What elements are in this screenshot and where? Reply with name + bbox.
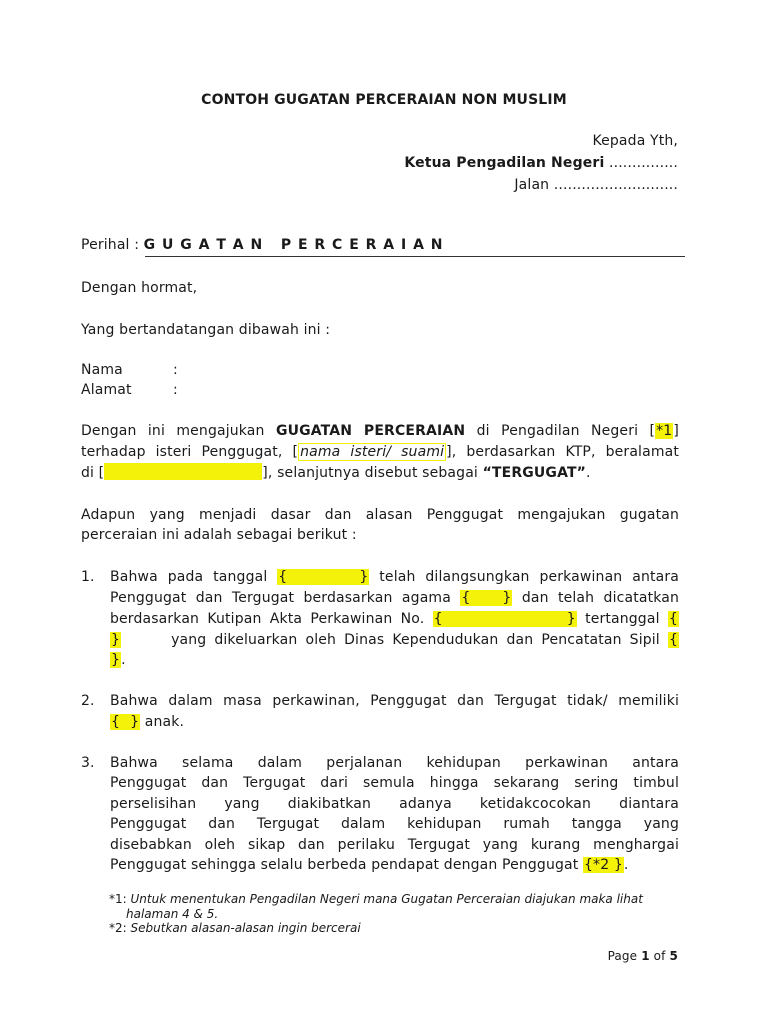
address-colon: : bbox=[173, 382, 178, 398]
religion-field[interactable]: { } bbox=[461, 590, 512, 606]
para1-line1: Dengan ini mengajukan GUGATAN PERCERAIAN di Pengadilan Negeri [*1] bbox=[81, 423, 679, 439]
spouse-name-field[interactable]: nama isteri/ suami bbox=[300, 444, 445, 460]
item1-line2: Penggugat dan Tergugat berdasarkan agama { } dan telah dicatatkan bbox=[110, 590, 679, 606]
item3-line6: Penggugat sehingga selalu berbeda pendapat dengan Penggugat {*2 }. bbox=[110, 857, 629, 873]
subject-line bbox=[81, 235, 444, 255]
item2-line1: Bahwa dalam masa perkawinan, Penggugat dan Tergugat tidak/ memiliki bbox=[110, 693, 679, 709]
salutation: Dengan hormat, bbox=[81, 280, 198, 296]
marriage-date-field[interactable]: { } bbox=[278, 569, 369, 585]
item1-line5: }. bbox=[111, 652, 126, 668]
defendant-address-field[interactable] bbox=[104, 463, 262, 480]
name-label: Nama bbox=[81, 362, 123, 378]
subject-value: G U G A T A N P E R C E R A I A N bbox=[143, 237, 444, 253]
certificate-number-field[interactable]: { } bbox=[433, 611, 576, 627]
address-recipient: Ketua Pengadilan Negeri ............... bbox=[404, 155, 678, 171]
footnote-2: *2: Sebutkan alasan-alasan ingin bercerai bbox=[109, 921, 361, 935]
ref-note-1: *1 bbox=[656, 423, 673, 439]
footnote-1-cont: halaman 4 & 5. bbox=[126, 907, 219, 921]
subject-label: Perihal : bbox=[81, 237, 140, 253]
item3-line1: Bahwa selama dalam perjalanan kehidupan perkawinan antara bbox=[110, 755, 679, 771]
civil-registry-field-open[interactable]: { bbox=[668, 632, 678, 648]
item3-number: 3. bbox=[81, 755, 95, 771]
address-street: Jalan ........................... bbox=[514, 177, 678, 193]
para2-line1: Adapun yang menjadi dasar dan alasan Penggugat mengajukan gugatan bbox=[81, 507, 679, 523]
item3-line3: perselisihan yang diakibatkan adanya ketidakcocokan diantara bbox=[110, 796, 679, 812]
subject-underline bbox=[145, 256, 685, 257]
footnote-1: *1: Untuk menentukan Pengadilan Negeri mana Gugatan Perceraian diajukan maka lihat bbox=[109, 892, 643, 906]
para1-line2: terhadap isteri Penggugat, [ nama isteri/ suami ], berdasarkan KTP, beralamat bbox=[81, 444, 679, 460]
civil-registry-field-close[interactable]: } bbox=[111, 652, 121, 668]
document-title: CONTOH GUGATAN PERCERAIAN NON MUSLIM bbox=[201, 92, 567, 108]
certificate-date-field-close[interactable]: } bbox=[111, 632, 121, 648]
address-to: Kepada Yth, bbox=[592, 133, 678, 149]
item2-number: 2. bbox=[81, 693, 95, 709]
para2-line2: perceraian ini adalah sebagai berikut : bbox=[81, 527, 357, 543]
item1-line3: berdasarkan Kutipan Akta Perkawinan No. { } tertanggal { bbox=[110, 611, 678, 627]
item3-line2: Penggugat dan Tergugat dari semula hingga sekarang sering timbul bbox=[110, 775, 679, 791]
item1-line4: } yang dikeluarkan oleh Dinas Kependudukan dan Pencatatan Sipil { bbox=[111, 632, 678, 648]
item2-line2: { } anak. bbox=[111, 714, 185, 730]
page-number: Page 1 of 5 bbox=[607, 949, 678, 963]
item1-number: 1. bbox=[81, 569, 95, 585]
ref-note-2: {*2 } bbox=[584, 857, 623, 873]
name-colon: : bbox=[173, 362, 178, 378]
item3-line5: disebabkan oleh sikap dan perilaku Tergugat yang kurang menghargai bbox=[110, 837, 679, 853]
certificate-date-field-open[interactable]: { bbox=[668, 611, 678, 627]
item3-line4: Penggugat dan Tergugat dalam kehidupan rumah tangga yang bbox=[110, 816, 679, 832]
item1-line1: Bahwa pada tanggal { } telah dilangsungkan perkawinan antara bbox=[110, 569, 679, 585]
para1-line3: di [ ], selanjutnya disebut sebagai “TERGUGAT”. bbox=[81, 465, 591, 481]
children-count-field[interactable]: { } bbox=[111, 714, 140, 730]
address-label: Alamat bbox=[81, 382, 132, 398]
signed-intro: Yang bertandatangan dibawah ini : bbox=[81, 322, 331, 338]
